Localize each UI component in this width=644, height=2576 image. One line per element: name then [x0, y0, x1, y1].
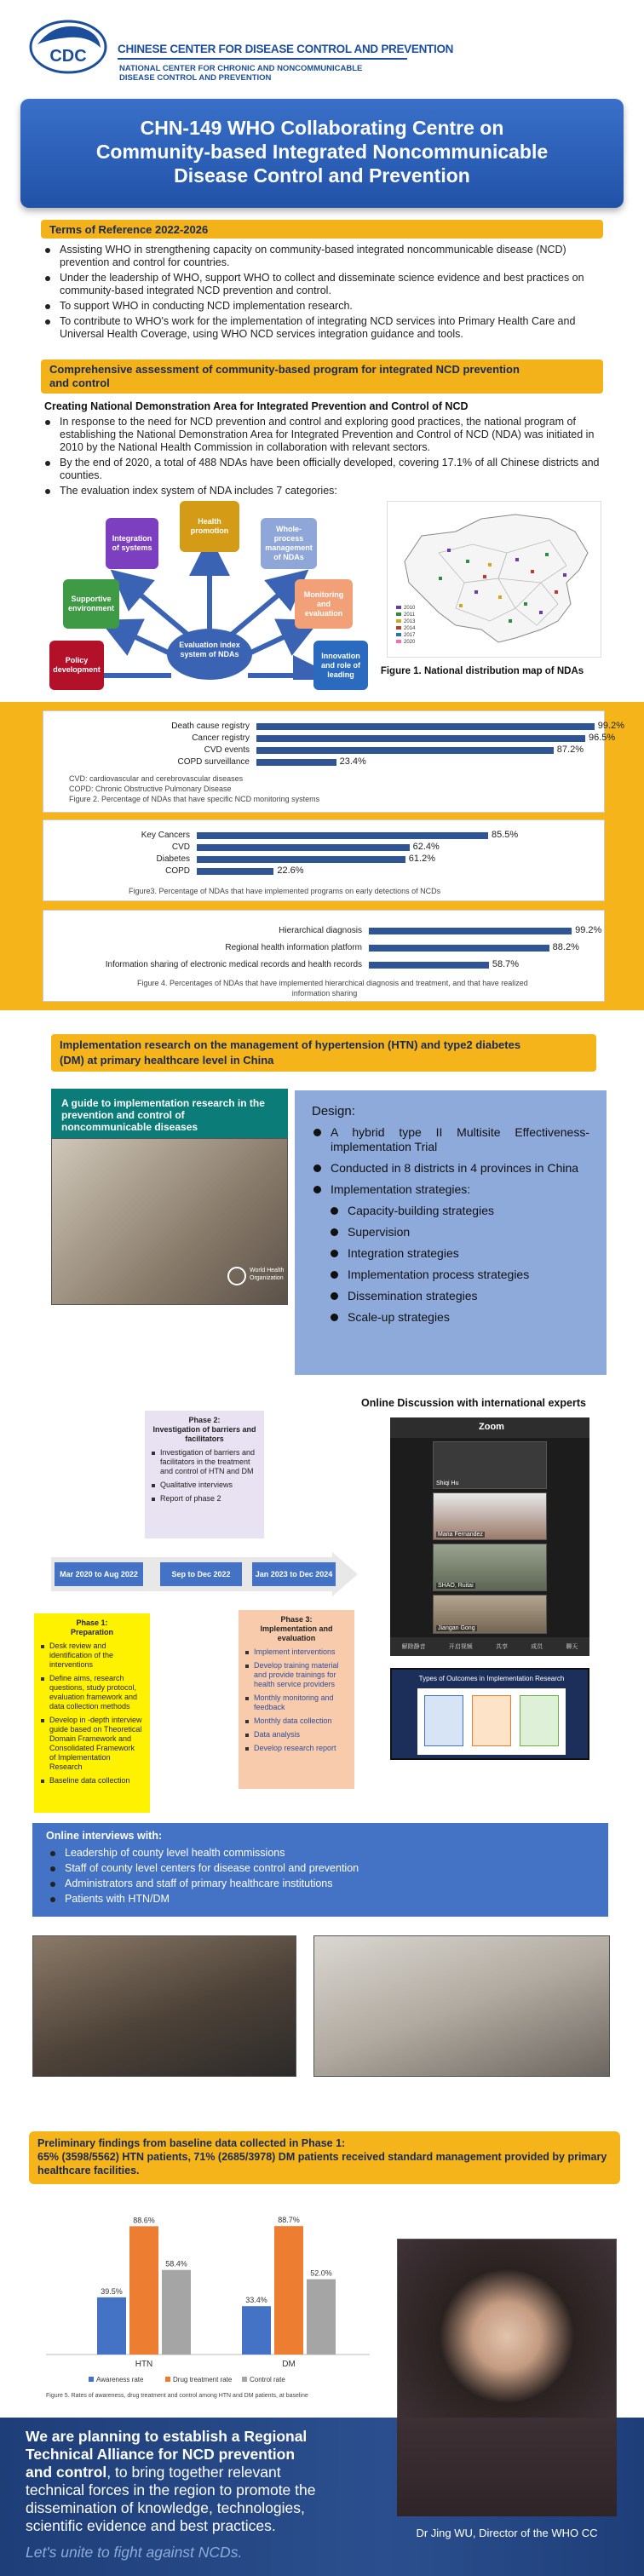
fig4-title-2: information sharing: [291, 989, 358, 998]
phase3-item: Monthly data collection: [245, 1716, 348, 1726]
phase1-title-1: Phase 1:: [76, 1619, 108, 1627]
chart-fig4: [43, 910, 605, 1002]
fig2-note: COPD: Chronic Obstructive Pulmonary Disease: [69, 785, 232, 793]
design-label: Design:: [312, 1104, 355, 1118]
tor-item: To contribute to WHO's work for the implementation of integrating NCD services into Primary Health Care and Universal Health Coverage, using WHO NCD services integration guidance and tools.: [41, 315, 612, 341]
node-integration: Integration of systems: [106, 518, 158, 569]
design-subitem: Capacity-building strategies: [312, 1204, 589, 1218]
zoom-screenshot: [390, 1417, 589, 1656]
fig5-value-label: 39.5%: [101, 2286, 123, 2296]
participant-name: Jiangan Gong: [438, 1625, 475, 1631]
svg-text:2010: 2010: [404, 606, 416, 611]
meeting-photo: [32, 1935, 296, 2077]
tor-item: Under the leadership of WHO, support WHO to collect and disseminate science evidence and best practices on community-based integrated NCD prevention and control.: [41, 272, 612, 297]
slide-title: Types of Outcomes in Implementation Research: [418, 1675, 565, 1682]
fig5-category-label: HTN: [135, 2360, 153, 2369]
chart-fig3: [43, 819, 605, 901]
title-line-3: Disease Control and Prevention: [174, 164, 470, 187]
design-subitem: Supervision: [312, 1225, 589, 1239]
fig5-legend-swatch: [242, 2377, 247, 2382]
who-label: World Health Organization: [250, 1268, 285, 1281]
toolbar-item[interactable]: 成员: [531, 1644, 543, 1650]
svg-text:2020: 2020: [404, 640, 416, 645]
phase3-item: Implement interventions: [245, 1647, 348, 1657]
fig5-title: Figure 5. Rates of awareness, drug treatment and control among HTN and DM patients, at baseline: [46, 2393, 308, 2399]
fig4-title-1: Figure 4. Percentages of NDAs that have implemented hierarchical diagnosis and treatment, and that have realized: [137, 979, 528, 987]
fig5-bar: [242, 2306, 271, 2355]
fig5-bar: [274, 2226, 303, 2355]
slide-screenshot: [390, 1668, 589, 1760]
timeline-arrow: [51, 1552, 358, 1596]
fig3-label: COPD: [165, 866, 190, 876]
tor-item: Assisting WHO in strengthening capacity on community-based integrated noncommunicable disease (NCD) prevention and control for countries.: [41, 244, 612, 269]
participant-name: Shiqi Hu: [436, 1481, 459, 1486]
interviews-list: [46, 1847, 595, 1906]
assessment-subheading: Creating National Demonstration Area for Integrated Prevention and Control of NCD: [44, 400, 469, 412]
fig4-bar: [369, 928, 572, 934]
footer-rest-3: , to bring together relevant: [106, 2464, 281, 2481]
footer-bold-1: We are planning to establish a Regional: [26, 2428, 308, 2445]
fig3-label: Diabetes: [156, 854, 190, 864]
fig2-label: Cancer registry: [192, 733, 250, 743]
fig3-bar: [197, 844, 410, 851]
title-banner: [20, 99, 624, 208]
step-2: Sep to Dec 2022: [160, 1562, 242, 1586]
fig5-bar: [129, 2226, 158, 2355]
zoom-toolbar: [390, 1637, 589, 1656]
node-whole-process: Whole-process management of NDAs: [261, 518, 317, 569]
who-emblem-icon: [227, 1267, 246, 1285]
fig4-value: 88.2%: [552, 942, 579, 952]
footer-slogan: Let's unite to fight against NCDs.: [26, 2544, 243, 2561]
phase2-item: Qualitative interviews: [152, 1481, 257, 1490]
title-line-2: Community-based Integrated Noncommunicable: [95, 141, 549, 163]
fig2-value: 87.2%: [556, 745, 584, 755]
phase1-item: Develop in -depth interview guide based on Theoretical Domain Framework and Consolidated Framework of Implementation Research: [41, 1716, 143, 1772]
participant-name: Maria Fernandez: [438, 1532, 483, 1538]
assessment-list: [41, 416, 612, 500]
design-item: Conducted in 8 districts in 4 provinces in China: [312, 1161, 589, 1176]
phase3-title-2: Implementation and evaluation: [260, 1624, 333, 1642]
fig5-legend-label: Drug treatment rate: [173, 2376, 233, 2383]
fig4-label: Regional health information platform: [225, 943, 362, 952]
header: [0, 0, 644, 94]
assessment-item: In response to the need for NCD prevention and control and exploring good practices, the national program of establishing the National Demonstration Area for Integrated Prevention and Control of NCD (NDA) was initiated in 2010 by the National Health Commission in collaboration with relevant sectors.: [41, 416, 612, 454]
step-3: Jan 2023 to Dec 2024: [252, 1562, 336, 1586]
fig3-value: 62.4%: [412, 842, 440, 852]
node-monitoring: Monitoring and evaluation: [295, 579, 353, 629]
cdc-logo: [29, 19, 107, 75]
phase3-item: Monthly monitoring and feedback: [245, 1693, 348, 1712]
assessment-item: By the end of 2020, a total of 488 NDAs have been officially developed, covering 17.1% of all Chinese districts and counties.: [41, 457, 612, 482]
node-health-promotion: Health promotion: [180, 501, 239, 552]
tor-item: To support WHO in conducting NCD implementation research.: [41, 300, 612, 313]
fig3-bar: [197, 868, 273, 875]
design-item: A hybrid type II Multisite Effectiveness-implementation Trial: [312, 1125, 589, 1154]
design-subitem: Implementation process strategies: [312, 1268, 589, 1282]
phase2-title-1: Phase 2:: [188, 1416, 221, 1424]
fig4-value: 58.7%: [492, 959, 520, 969]
fig4-bar: [369, 962, 489, 969]
fig4-value: 99.2%: [575, 925, 602, 935]
video-tile: [433, 1492, 547, 1540]
phase1-title-2: Preparation: [70, 1628, 113, 1636]
svg-text:2014: 2014: [404, 626, 416, 631]
findings-line-3: healthcare facilities.: [37, 2165, 140, 2176]
svg-text:2011: 2011: [404, 612, 415, 618]
interview-photo: [313, 1935, 610, 2077]
phase1-item: Define aims, research questions, study protocol, evaluation framework and data collection methods: [41, 1674, 143, 1711]
phase2-item: Investigation of barriers and facilitators in the treatment and control of HTN and DM: [152, 1448, 257, 1476]
fig5-value-label: 52.0%: [310, 2268, 332, 2278]
node-supportive: Supportive environment: [63, 579, 119, 629]
svg-text:2013: 2013: [404, 619, 416, 624]
fig5-svg: [29, 2188, 378, 2404]
fig3-label: CVD: [171, 842, 190, 852]
phase2-title-2: Investigation of barriers and facilitators: [152, 1425, 256, 1443]
footer-line-4: technical forces in the region to promote the: [26, 2481, 316, 2498]
findings-line-2: 65% (3598/5562) HTN patients, 71% (2685/3978) DM patients received standard management provided by primary: [37, 2151, 607, 2163]
svg-text:2017: 2017: [404, 633, 416, 638]
phase2-box: [145, 1411, 264, 1538]
design-subitem: Scale-up strategies: [312, 1310, 589, 1325]
fig3-value: 22.6%: [277, 865, 304, 876]
impl-heading-1: Implementation research on the management of hypertension (HTN) and type2 diabetes: [60, 1038, 521, 1051]
fig2-label: COPD surveillance: [177, 757, 250, 767]
implementation-heading: [51, 1034, 596, 1072]
footer-line-3: [26, 2464, 400, 2481]
fig5-value-label: 88.7%: [278, 2216, 300, 2225]
fig4-bar: [369, 945, 549, 952]
design-item: Implementation strategies:: [312, 1182, 589, 1197]
fig5-legend-label: Awareness rate: [96, 2376, 144, 2383]
fig5-legend-swatch: [165, 2377, 170, 2382]
footer-line-6: scientific evidence and best practices.: [26, 2517, 276, 2534]
tor-list: [41, 244, 612, 343]
zoom-topbar: [390, 1417, 589, 1438]
evaluation-diagram: [48, 501, 371, 680]
fig2-label: Death cause registry: [171, 722, 250, 731]
fig2-label: CVD events: [204, 745, 250, 755]
fig5-value-label: 33.4%: [245, 2296, 267, 2305]
diagram-center: Evaluation index system of NDAs: [167, 629, 252, 680]
nda-map: [387, 501, 601, 658]
title-line-1: CHN-149 WHO Collaborating Centre on: [140, 117, 504, 139]
footer-line-5: dissemination of knowledge, technologies,: [26, 2499, 305, 2516]
assessment-heading: [41, 359, 603, 394]
node-innovation: Innovation and role of leading: [313, 641, 368, 690]
chart-fig2: [43, 710, 624, 813]
director-photo-lower: [397, 2418, 617, 2516]
impl-heading-2: (DM) at primary healthcare level in China: [60, 1054, 274, 1067]
fig2-value: 96.5%: [589, 733, 616, 743]
fig5-bar: [162, 2270, 191, 2355]
toolbar-item[interactable]: 解除静音: [401, 1644, 426, 1650]
design-subitem: Dissemination strategies: [312, 1289, 589, 1303]
step-1: Mar 2020 to Aug 2022: [55, 1562, 143, 1586]
phase2-item: Report of phase 2: [152, 1494, 257, 1504]
fig3-value: 61.2%: [408, 854, 435, 864]
fig5-legend-label: Control rate: [250, 2376, 285, 2383]
fig3-title: Figure3. Percentage of NDAs that have implemented programs on early detections of NCDs: [129, 887, 441, 895]
assessment-item: The evaluation index system of NDA includes 7 categories:: [41, 485, 612, 497]
fig5-bar: [307, 2280, 336, 2355]
map-caption: Figure 1. National distribution map of NDAs: [380, 666, 584, 676]
footer-bold-3: and control: [26, 2464, 107, 2481]
phase3-box: [239, 1610, 354, 1789]
fig2-value: 99.2%: [597, 721, 624, 731]
phase1-item: Desk review and identification of the interventions: [41, 1642, 143, 1670]
assessment-heading-1: Comprehensive assessment of community-based program for integrated NCD prevention: [49, 363, 520, 376]
participant-name: SHAO, Ruitai: [438, 1583, 474, 1589]
footer-bold-2: Technical Alliance for NCD prevention: [26, 2446, 296, 2463]
guide-photo: [51, 1089, 288, 1305]
toolbar-item[interactable]: 开启视频: [448, 1644, 473, 1650]
fig2-title: Figure 2. Percentage of NDAs that have specific NCD monitoring systems: [69, 795, 320, 803]
interview-item: Patients with HTN/DM: [46, 1893, 595, 1906]
findings-line-1: Preliminary findings from baseline data collected in Phase 1:: [37, 2137, 346, 2149]
phase3-item: Develop research report: [245, 1744, 348, 1753]
zoom-label: Zoom: [479, 1422, 504, 1432]
phase1-box: [34, 1613, 150, 1813]
org-sub-2: DISEASE CONTROL AND PREVENTION: [119, 73, 272, 83]
clinic-photo: [51, 1138, 288, 1305]
fig3-bar: [197, 832, 488, 839]
fig5-value-label: 88.6%: [133, 2216, 155, 2225]
guide-title: A guide to implementation research in the prevention and control of noncommunicable diseases: [61, 1097, 265, 1133]
design-list: [312, 1125, 589, 1325]
fig2-value: 23.4%: [339, 756, 366, 767]
org-sub-1: NATIONAL CENTER FOR CHRONIC AND NONCOMMUNICABLE: [119, 64, 363, 73]
video-tile: [433, 1441, 547, 1489]
design-box: [295, 1090, 607, 1375]
phase3-title-1: Phase 3:: [280, 1615, 313, 1624]
fig5-category-label: DM: [282, 2360, 296, 2369]
footer-text: [26, 2428, 400, 2562]
fig3-bar: [197, 856, 405, 863]
video-tile: [433, 1544, 547, 1591]
fig2-bar: [256, 759, 336, 766]
design-subitem: Integration strategies: [312, 1246, 589, 1261]
toolbar-item[interactable]: 聊天: [566, 1644, 578, 1650]
fig4-label: Information sharing of electronic medical records and health records: [105, 960, 362, 969]
interviews-box: [32, 1823, 608, 1917]
toolbar-item[interactable]: 共享: [495, 1644, 508, 1650]
phase3-item: Data analysis: [245, 1730, 348, 1739]
interview-item: Staff of county level centers for disease control and prevention: [46, 1862, 595, 1875]
fig3-label: Key Cancers: [141, 831, 190, 840]
fig2-bar: [256, 747, 554, 754]
video-tile: [433, 1595, 547, 1634]
phase3-item: Develop training material and provide trainings for health service providers: [245, 1661, 348, 1689]
org-rule: [118, 58, 407, 60]
tor-heading: Terms of Reference 2022-2026: [41, 220, 603, 239]
fig2-bar: [256, 735, 585, 742]
assessment-heading-2: and control: [49, 377, 110, 389]
fig5-value-label: 58.4%: [165, 2259, 187, 2268]
interview-item: Leadership of county level health commissions: [46, 1847, 595, 1860]
findings-box: [29, 2131, 620, 2184]
slide-diagram: [417, 1688, 566, 1755]
fig2-note: CVD: cardiovascular and cerebrovascular diseases: [69, 774, 244, 783]
phase1-item: Baseline data collection: [41, 1776, 143, 1785]
chart-fig5: [29, 2188, 378, 2404]
node-policy: Policy development: [49, 641, 104, 690]
fig2-bar: [256, 723, 595, 730]
interview-item: Administrators and staff of primary healthcare institutions: [46, 1877, 595, 1890]
interviews-heading: Online interviews with:: [46, 1830, 163, 1842]
fig5-legend-swatch: [89, 2377, 94, 2382]
fig4-label: Hierarchical diagnosis: [279, 926, 362, 935]
director-caption: Dr Jing WU, Director of the WHO CC: [416, 2527, 598, 2539]
online-heading: Online Discussion with international experts: [361, 1397, 586, 1409]
org-name: CHINESE CENTER FOR DISEASE CONTROL AND PREVENTION: [118, 43, 454, 55]
svg-text:CDC: CDC: [49, 47, 87, 66]
fig3-value: 85.5%: [492, 830, 519, 840]
fig5-bar: [97, 2297, 126, 2355]
